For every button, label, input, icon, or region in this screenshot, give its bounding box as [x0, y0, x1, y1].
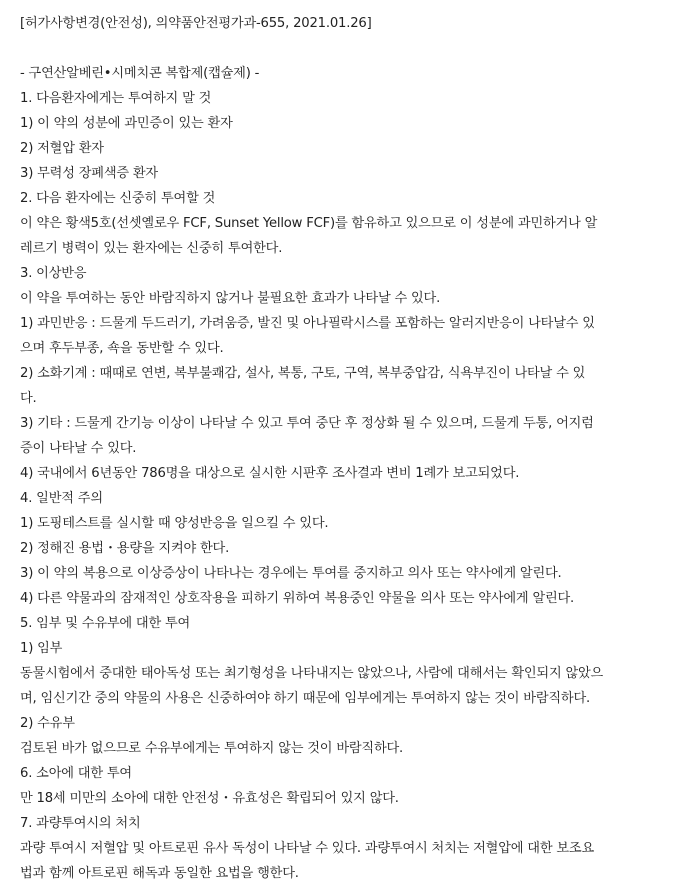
text-line: 3) 기타 : 드물게 간기능 이상이 나타날 수 있고 투여 중단 후 정상화 될 수 있으며, 드물게 두통, 어지럼 — [20, 416, 594, 431]
text-line: 레르기 병력이 있는 환자에는 신중히 투여한다. — [20, 241, 283, 256]
text-line: 4) 다른 약물과의 잠재적인 상호작용을 피하기 위하여 복용중인 약물을 의사 또는 약사에게 알린다. — [20, 591, 575, 606]
text-line: 4. 일반적 주의 — [20, 491, 103, 506]
text-line: 2) 수유부 — [20, 716, 75, 731]
text-line: 2) 저혈압 환자 — [20, 141, 104, 156]
document-body — [20, 11, 682, 886]
text-line: 증이 나타날 수 있다. — [20, 441, 137, 456]
text-line: 만 18세 미만의 소아에 대한 안전성・유효성은 확립되어 있지 않다. — [20, 791, 399, 806]
text-line: 이 약을 투여하는 동안 바람직하지 않거나 불필요한 효과가 나타날 수 있다. — [20, 291, 441, 306]
text-line: 2) 소화기계 : 때때로 연변, 복부불쾌감, 설사, 복통, 구토, 구역, 복부중압감, 식욕부진이 나타날 수 있 — [20, 366, 586, 381]
text-line: 3. 이상반응 — [20, 266, 87, 281]
text-line: 법과 함께 아트로핀 해독과 동일한 요법을 행한다. — [20, 866, 299, 881]
blank-line — [20, 36, 682, 61]
text-line: 검토된 바가 없으므로 수유부에게는 투여하지 않는 것이 바람직하다. — [20, 741, 404, 756]
product-title: - 구연산알베린•시메치콘 복합제(캡슐제) - — [20, 66, 260, 81]
document-header: [허가사항변경(안전성), 의약품안전평가과-655, 2021.01.26] — [20, 16, 372, 31]
text-line: 1) 과민반응 : 드물게 두드러기, 가려움증, 발진 및 아나필락시스를 포함하는 알러지반응이 나타날수 있 — [20, 316, 595, 331]
text-line: 3) 이 약의 복용으로 이상증상이 나타나는 경우에는 투여를 중지하고 의사 또는 약사에게 알린다. — [20, 566, 562, 581]
text-line: 6. 소아에 대한 투여 — [20, 766, 132, 781]
content-lines — [20, 86, 682, 886]
text-line: 2) 정해진 용법・용량을 지켜야 한다. — [20, 541, 230, 556]
text-line: 이 약은 황색5호(선셋옐로우 FCF, Sunset Yellow FCF)를 함유하고 있으므로 이 성분에 과민하거나 알 — [20, 216, 598, 231]
text-line: 7. 과량투여시의 처치 — [20, 816, 141, 831]
text-line: 1) 도핑테스트를 실시할 때 양성반응을 일으킬 수 있다. — [20, 516, 329, 531]
text-line: 4) 국내에서 6년동안 786명을 대상으로 실시한 시판후 조사결과 변비 1례가 보고되었다. — [20, 466, 520, 481]
text-line: 과량 투여시 저혈압 및 아트로핀 유사 독성이 나타날 수 있다. 과량투여시 처치는 저혈압에 대한 보조요 — [20, 841, 594, 856]
text-line: 동물시험에서 중대한 태아독성 또는 최기형성을 나타내지는 않았으나, 사람에 대해서는 확인되지 않았으 — [20, 666, 604, 681]
text-line: 1) 이 약의 성분에 과민증이 있는 환자 — [20, 116, 233, 131]
text-line: 2. 다음 환자에는 신중히 투여할 것 — [20, 191, 216, 206]
text-line: 3) 무력성 장폐색증 환자 — [20, 166, 158, 181]
text-line: 1) 임부 — [20, 641, 63, 656]
text-line: 며, 임신기간 중의 약물의 사용은 신중하여야 하기 때문에 임부에게는 투여하지 않는 것이 바람직하다. — [20, 691, 590, 706]
text-line: 으며 후두부종, 쇽을 동반할 수 있다. — [20, 341, 224, 356]
text-line: 다. — [20, 391, 37, 406]
text-line: 5. 임부 및 수유부에 대한 투여 — [20, 616, 191, 631]
text-line: 1. 다음환자에게는 투여하지 말 것 — [20, 91, 212, 106]
